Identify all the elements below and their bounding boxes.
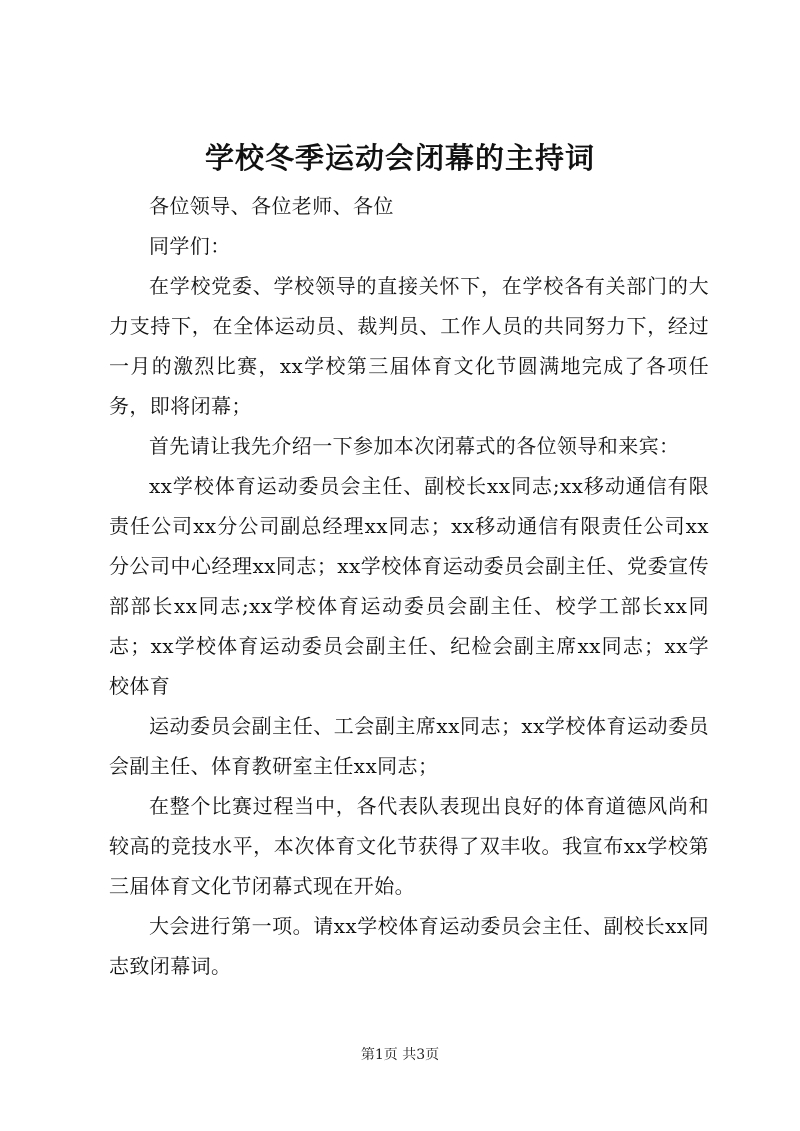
document-title: 学校冬季运动会闭幕的主持词: [204, 141, 595, 175]
paragraph-first-item: 大会进行第一项。请xx学校体育运动委员会主任、副校长xx同志致闭幕词。: [109, 914, 709, 978]
paragraph-announcement: 在整个比赛过程当中，各代表队表现出良好的体育道德风尚和较高的竞技水平，本次体育文化节获得了双丰收。我宣布xx学校第三届体育文化节闭幕式现在开始。: [109, 794, 709, 898]
paragraph-guest-list: xx学校体育运动委员会主任、副校长xx同志;xx移动通信有限责任公司xx分公司副总经理xx同志；xx移动通信有限责任公司xx分公司中心经理xx同志；xx学校体育运动委员会副主任、党委宣传部部长xx同志;xx学校体育运动委员会副主任、校学工部长xx同志；xx学校体育运动委员会副主任、纪检会副主席xx同志；xx学校体育: [109, 474, 709, 698]
page-number-footer: 第1页 共3页: [360, 1047, 440, 1063]
greeting-line-1: 各位领导、各位老师、各位: [149, 194, 394, 218]
paragraph-guest-list-continued: 运动委员会副主任、工会副主席xx同志；xx学校体育运动委员会副主任、体育教研室主任xx同志；: [109, 714, 709, 778]
greeting-line-2: 同学们：: [149, 234, 231, 258]
document-body: [109, 186, 709, 986]
paragraph-opening: 在学校党委、学校领导的直接关怀下，在学校各有关部门的大力支持下，在全体运动员、裁判员、工作人员的共同努力下，经过一月的激烈比赛，xx学校第三届体育文化节圆满地完成了各项任务，即将闭幕；: [109, 274, 709, 418]
paragraph-introduction: 首先请让我先介绍一下参加本次闭幕式的各位领导和来宾：: [149, 434, 680, 458]
